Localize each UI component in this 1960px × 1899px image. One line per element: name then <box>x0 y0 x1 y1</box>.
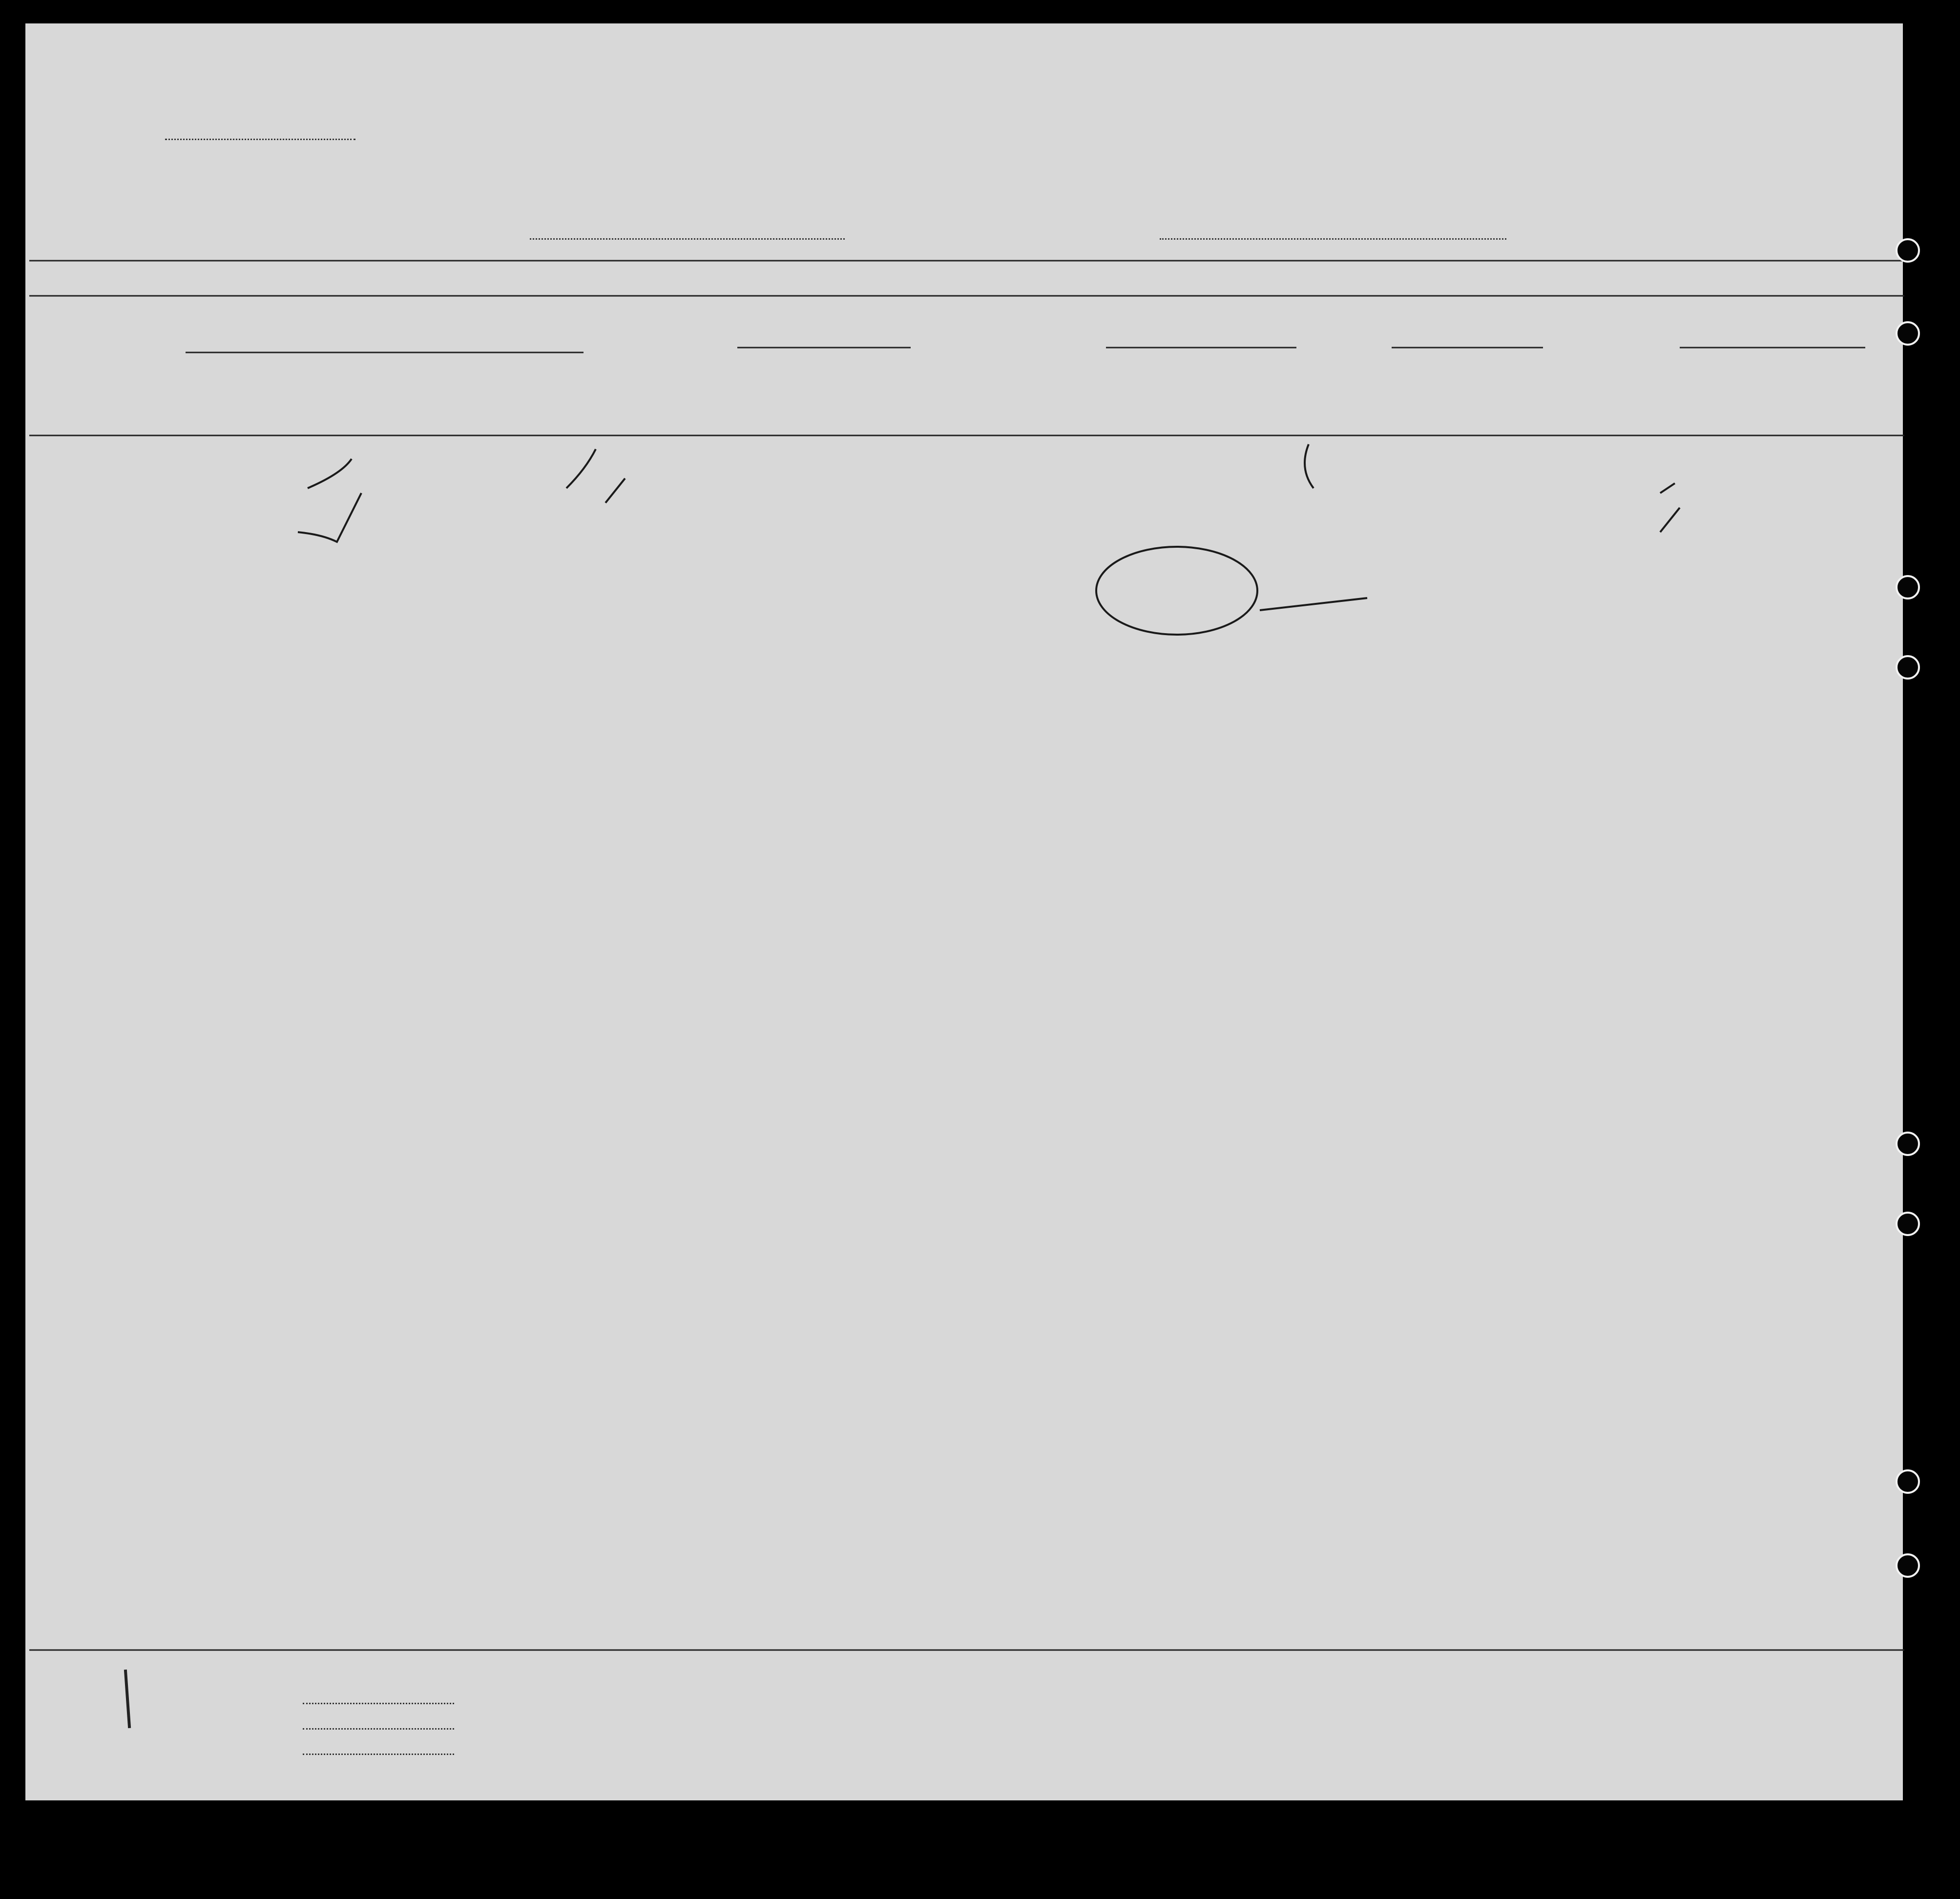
punch-hole <box>1896 1212 1920 1236</box>
punch-hole <box>1896 1553 1920 1578</box>
ship-dotted-line <box>530 238 845 240</box>
punch-hole <box>1896 321 1920 346</box>
punch-hole <box>1896 1132 1920 1156</box>
handwriting-marks <box>298 444 1680 635</box>
total-passengers-line <box>303 1703 454 1704</box>
punch-hole <box>1896 238 1920 263</box>
list-dotted-line <box>165 139 355 140</box>
port-dotted-line <box>1160 238 1506 240</box>
aliens-line <box>303 1754 454 1755</box>
punch-hole <box>1896 655 1920 680</box>
us-citizens-line <box>303 1728 454 1730</box>
header-lines <box>29 261 1904 1650</box>
punch-hole <box>1896 575 1920 599</box>
punch-hole <box>1896 1469 1920 1494</box>
